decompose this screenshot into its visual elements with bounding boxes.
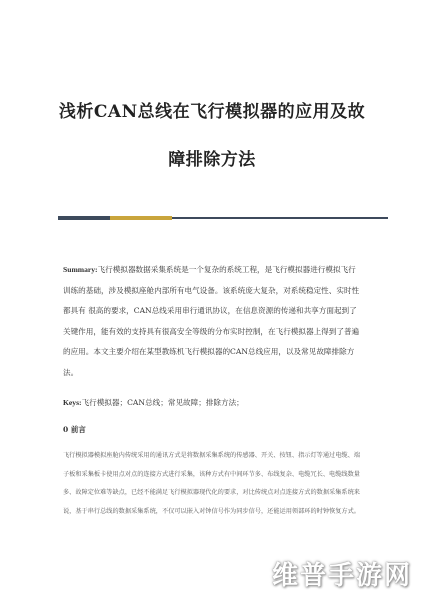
title-divider: [58, 215, 388, 221]
keys-label: Keys:: [63, 398, 82, 407]
document-title-line-2: 障排除方法: [168, 150, 256, 170]
divider-dark-segment: [58, 216, 110, 220]
keywords-line: [63, 396, 363, 410]
watermark-logo: 维普手游网: [271, 561, 412, 591]
divider-gold-segment: [110, 216, 172, 220]
summary-label: Summary:: [63, 265, 98, 274]
document-title-line-1: 浅析CAN总线在飞行模拟器的应用及故: [58, 102, 366, 122]
summary-text: 飞行模拟器数据采集系统是一个复杂的系统工程，是飞行模拟器进行模拟飞行训练的基础，涉及模拟座舱内部所有电气设备。该系统庞大复杂，对系统稳定性、实时性都具有 很高的要求，CAN总线采用串行通讯协议，在信息资源的传递和共享方面起到了关键作用，能有效的支持具有很高安全等级的分布实时控制，在飞行模拟器上得到了普遍的应用。本文主要介绍在某型教练机飞行模拟器的CAN总线应用，以及常见故障排除方法。: [63, 265, 360, 377]
section-heading: 0 前言: [63, 425, 86, 434]
keys-text: 飞行模拟器；CAN总线；常见故障；排除方法；: [81, 398, 244, 407]
body-paragraph: 飞行模拟器模拟座舱内传统采用的通讯方式是将数据采集系统的传感器、开关、按钮、指示灯等通过电缆、端子板和采集板卡使用点对点的连接方式进行采集，该种方式有中间环节多、布线复杂、电缆冗长、电缆线数量多、故障定位难等缺点，已经不能满足飞行模拟器现代化的要求，对比传统点对点连接方式的数据采集系统来说，基于串行总线的数据采集系统，不仅可以嵌入对钟信号作为同步信号，还能运用领部环的时钟恢复方式。: [63, 452, 360, 515]
divider-thin-line: [172, 217, 388, 219]
summary-paragraph: [63, 260, 363, 383]
